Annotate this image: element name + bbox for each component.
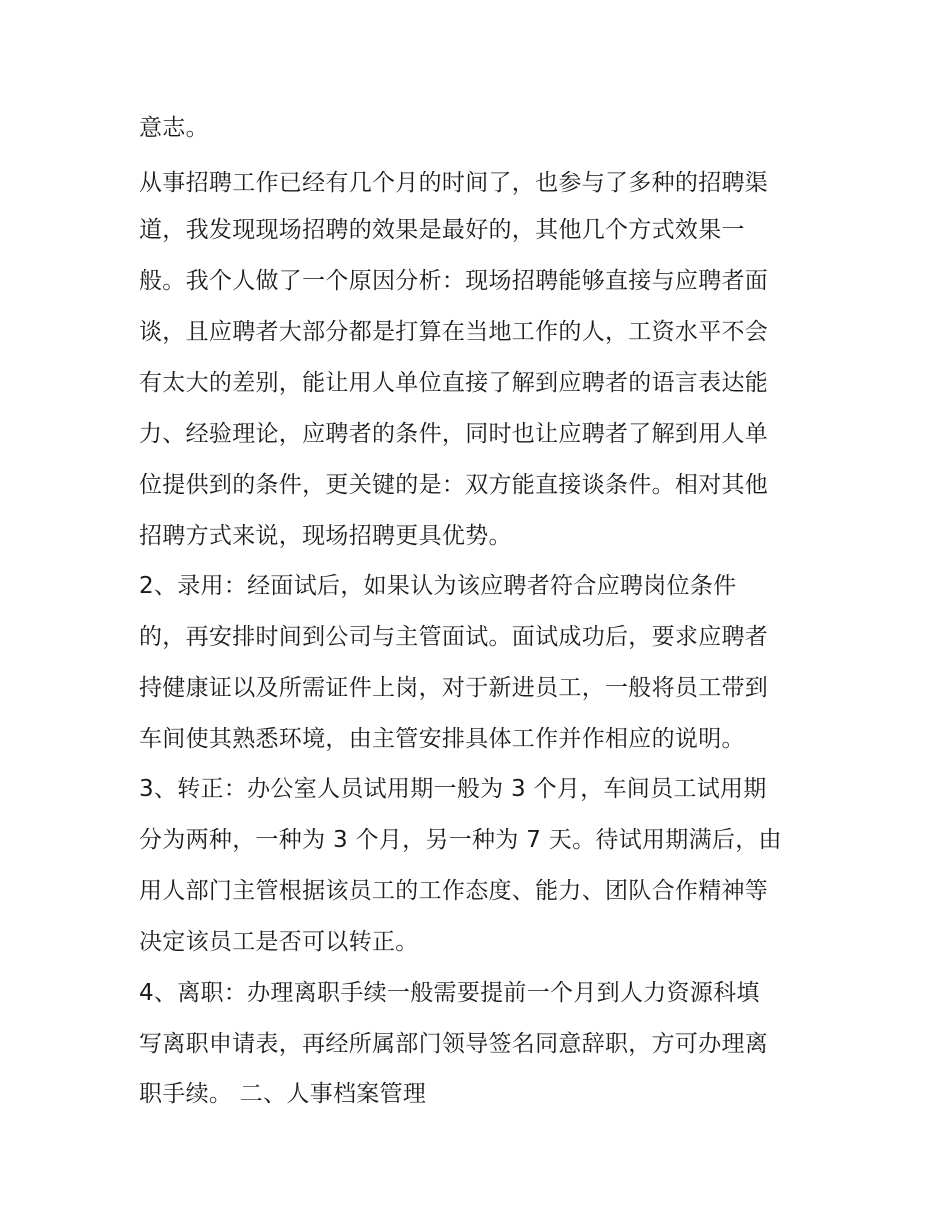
text-line: 决定该员工是否可以转正。 [139,929,419,955]
text-line: 谈，且应聘者大部分都是打算在当地工作的人，工资水平不会 [139,319,769,345]
text-line: 从事招聘工作已经有几个月的时间了，也参与了多种的招聘渠 [139,170,769,196]
text-line: 2、录用：经面试后，如果认为该应聘者符合应聘岗位条件 [139,573,737,599]
text-line: 写离职申请表，再经所属部门领导签名同意辞职，方可办理离 [139,1031,769,1057]
text-line: 4、离职：办理离职手续一般需要提前一个月到人力资源科填 [139,980,760,1006]
text-line: 有太大的差别，能让用人单位直接了解到应聘者的语言表达能 [139,370,769,396]
text-line: 3、转正：办公室人员试用期一般为 3 个月，车间员工试用期 [139,776,767,802]
text-line: 招聘方式来说，现场招聘更具优势。 [139,523,512,549]
text-line: 意志。 [139,115,209,141]
text-line: 分为两种，一种为 3 个月，另一种为 7 天。待试用期满后，由 [139,827,782,853]
text-line: 位提供到的条件，更关键的是：双方能直接谈条件。相对其他 [139,472,769,498]
text-line: 用人部门主管根据该员工的工作态度、能力、团队合作精神等 [139,878,769,904]
text-line: 持健康证以及所需证件上岗，对于新进员工，一般将员工带到 [139,675,769,701]
text-line: 职手续。 二、人事档案管理 [139,1081,427,1107]
text-line: 力、经验理论，应聘者的条件，同时也让应聘者了解到用人单 [139,421,769,447]
text-line: 的，再安排时间到公司与主管面试。面试成功后，要求应聘者 [139,624,769,650]
text-line: 道，我发现现场招聘的效果是最好的，其他几个方式效果一 [139,217,745,243]
text-line: 般。我个人做了一个原因分析：现场招聘能够直接与应聘者面 [139,268,769,294]
text-line: 车间使其熟悉环境，由主管安排具体工作并作相应的说明。 [139,726,745,752]
